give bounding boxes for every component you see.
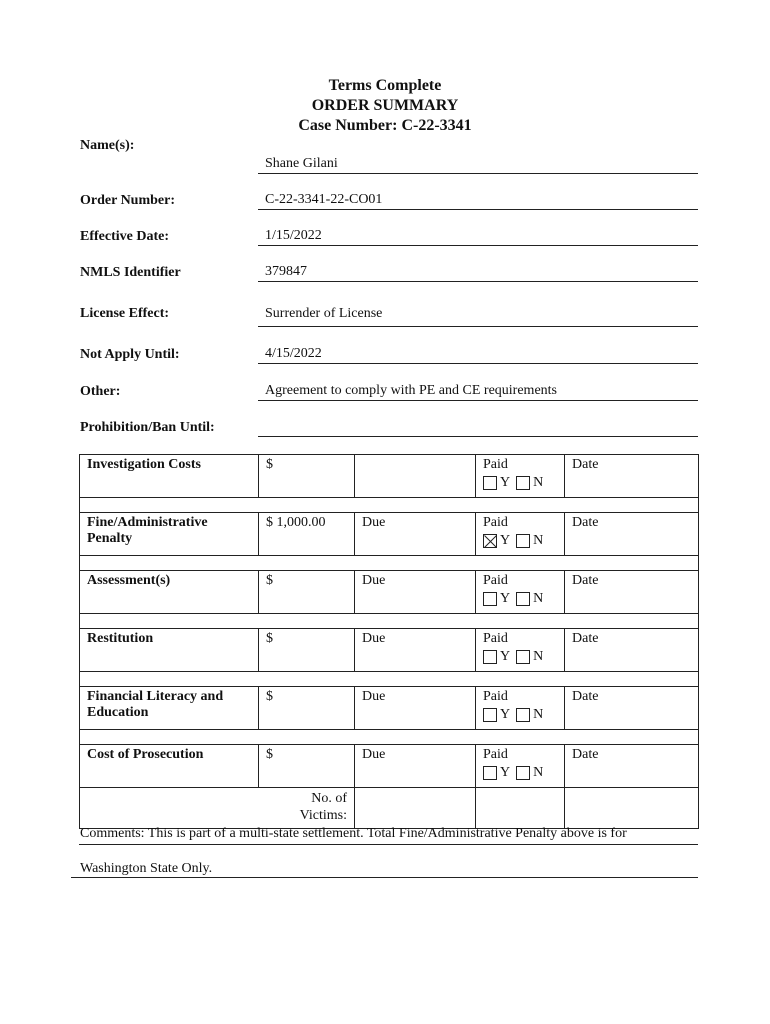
document-header: [0, 76, 770, 136]
cost-date-field[interactable]: Date: [565, 745, 699, 788]
victims-label-line-1: No. of: [311, 791, 347, 806]
cost-amount-field[interactable]: $: [259, 571, 355, 614]
paid-label: Paid: [483, 573, 508, 588]
paid-yn-group: [483, 533, 549, 549]
paid-no-label: N: [533, 591, 544, 606]
paid-yes-label: Y: [500, 765, 511, 780]
paid-no-label: N: [533, 707, 544, 722]
cost-paid-cell: [476, 513, 565, 556]
names-field[interactable]: Shane Gilani: [265, 156, 338, 171]
victims-row: [80, 788, 699, 829]
paid-no-checkbox[interactable]: [516, 650, 530, 664]
nmls-underline: [258, 281, 698, 282]
table-spacer-cell: [80, 498, 699, 513]
cost-due-field[interactable]: [355, 455, 476, 498]
table-row: [80, 513, 699, 556]
table-row: [80, 571, 699, 614]
case-number: Case Number: C-22-3341: [298, 117, 472, 134]
paid-no-label: N: [533, 533, 544, 548]
paid-yn-group: [483, 765, 549, 781]
cost-date-field[interactable]: Date: [565, 629, 699, 672]
table-spacer-row: [80, 498, 699, 513]
cost-due-field[interactable]: Due: [355, 629, 476, 672]
cost-paid-cell: [476, 629, 565, 672]
names-label: Name(s):: [80, 138, 135, 153]
names-underline: [258, 173, 698, 174]
comments-underline-2: [71, 877, 698, 878]
cost-due-field[interactable]: Due: [355, 513, 476, 556]
cost-amount-field[interactable]: $: [259, 745, 355, 788]
paid-yn-group: [483, 475, 549, 491]
paid-yes-checkbox[interactable]: [483, 708, 497, 722]
victims-label-line-2: Victims:: [299, 808, 347, 823]
cost-due-field[interactable]: Due: [355, 745, 476, 788]
cost-amount-field[interactable]: $ 1,000.00: [259, 513, 355, 556]
comments-line-2[interactable]: Washington State Only.: [80, 861, 213, 876]
paid-yes-checkbox[interactable]: [483, 534, 497, 548]
paid-yes-label: Y: [500, 707, 511, 722]
cost-date-field[interactable]: Date: [565, 513, 699, 556]
header-subtitle: ORDER SUMMARY: [311, 97, 459, 114]
cost-item-label: Investigation Costs: [80, 455, 259, 498]
paid-yes-label: Y: [500, 591, 511, 606]
table-spacer-row: [80, 614, 699, 629]
cost-paid-cell: [476, 571, 565, 614]
cost-paid-cell: [476, 687, 565, 730]
paid-yes-label: Y: [500, 533, 511, 548]
not-apply-until-label: Not Apply Until:: [80, 347, 180, 362]
cost-amount-field[interactable]: $: [259, 455, 355, 498]
victims-label-cell: [80, 788, 355, 829]
table-spacer-row: [80, 556, 699, 571]
paid-yes-label: Y: [500, 649, 511, 664]
table-spacer-cell: [80, 614, 699, 629]
paid-no-checkbox[interactable]: [516, 708, 530, 722]
prohibition-label: Prohibition/Ban Until:: [80, 420, 215, 435]
license-effect-underline: [258, 326, 698, 327]
order-number-field[interactable]: C-22-3341-22-CO01: [265, 192, 383, 207]
paid-no-checkbox[interactable]: [516, 534, 530, 548]
other-field[interactable]: Agreement to comply with PE and CE requirements: [265, 383, 557, 398]
header-title: Terms Complete: [328, 77, 442, 94]
victims-count-field[interactable]: [355, 788, 476, 829]
cost-amount-field[interactable]: $: [259, 629, 355, 672]
paid-yn-group: [483, 707, 549, 723]
paid-no-label: N: [533, 649, 544, 664]
paid-label: Paid: [483, 631, 508, 646]
comments-underline-1: [79, 844, 698, 845]
paid-yes-checkbox[interactable]: [483, 766, 497, 780]
effective-date-label: Effective Date:: [80, 229, 170, 244]
cost-paid-cell: [476, 745, 565, 788]
paid-label: Paid: [483, 515, 508, 530]
order-number-label: Order Number:: [80, 193, 175, 208]
table-row: [80, 455, 699, 498]
cost-date-field[interactable]: Date: [565, 687, 699, 730]
not-apply-until-underline: [258, 363, 698, 364]
cost-item-label: Financial Literacy and Education: [80, 687, 259, 730]
license-effect-label: License Effect:: [80, 306, 170, 321]
paid-yn-group: [483, 591, 549, 607]
paid-yes-label: Y: [500, 475, 511, 490]
paid-no-label: N: [533, 475, 544, 490]
paid-no-checkbox[interactable]: [516, 592, 530, 606]
nmls-label: NMLS Identifier: [80, 265, 181, 280]
cost-date-field[interactable]: Date: [565, 571, 699, 614]
prohibition-underline: [258, 436, 698, 437]
paid-yn-group: [483, 649, 549, 665]
table-spacer-cell: [80, 556, 699, 571]
paid-yes-checkbox[interactable]: [483, 476, 497, 490]
effective-date-underline: [258, 245, 698, 246]
paid-yes-checkbox[interactable]: [483, 650, 497, 664]
other-underline: [258, 400, 698, 401]
cost-due-field[interactable]: Due: [355, 687, 476, 730]
not-apply-until-field[interactable]: 4/15/2022: [265, 346, 322, 361]
table-spacer-cell: [80, 672, 699, 687]
cost-item-label: Restitution: [80, 629, 259, 672]
table-spacer-cell: [80, 730, 699, 745]
cost-item-label: Assessment(s): [80, 571, 259, 614]
other-label: Other:: [80, 384, 121, 399]
victims-blank-cell: [476, 788, 565, 829]
license-effect-field[interactable]: Surrender of License: [265, 306, 383, 321]
table-row: [80, 629, 699, 672]
paid-no-checkbox[interactable]: [516, 766, 530, 780]
table-spacer-row: [80, 730, 699, 745]
paid-yes-checkbox[interactable]: [483, 592, 497, 606]
paid-no-label: N: [533, 765, 544, 780]
table-row: [80, 745, 699, 788]
costs-table: [79, 454, 699, 829]
paid-label: Paid: [483, 457, 508, 472]
paid-no-checkbox[interactable]: [516, 476, 530, 490]
comments-line-1[interactable]: Comments: This is part of a multi-state settlement. Total Fine/Administrative Penalty above is for: [80, 826, 627, 841]
nmls-field[interactable]: 379847: [265, 264, 307, 279]
cost-date-field[interactable]: Date: [565, 455, 699, 498]
cost-due-field[interactable]: Due: [355, 571, 476, 614]
cost-paid-cell: [476, 455, 565, 498]
order-number-underline: [258, 209, 698, 210]
cost-item-label: Cost of Prosecution: [80, 745, 259, 788]
cost-item-label: Fine/Administrative Penalty: [80, 513, 259, 556]
cost-amount-field[interactable]: $: [259, 687, 355, 730]
table-spacer-row: [80, 672, 699, 687]
paid-label: Paid: [483, 747, 508, 762]
effective-date-field[interactable]: 1/15/2022: [265, 228, 322, 243]
table-row: [80, 687, 699, 730]
paid-label: Paid: [483, 689, 508, 704]
victims-blank-cell-2: [565, 788, 699, 829]
